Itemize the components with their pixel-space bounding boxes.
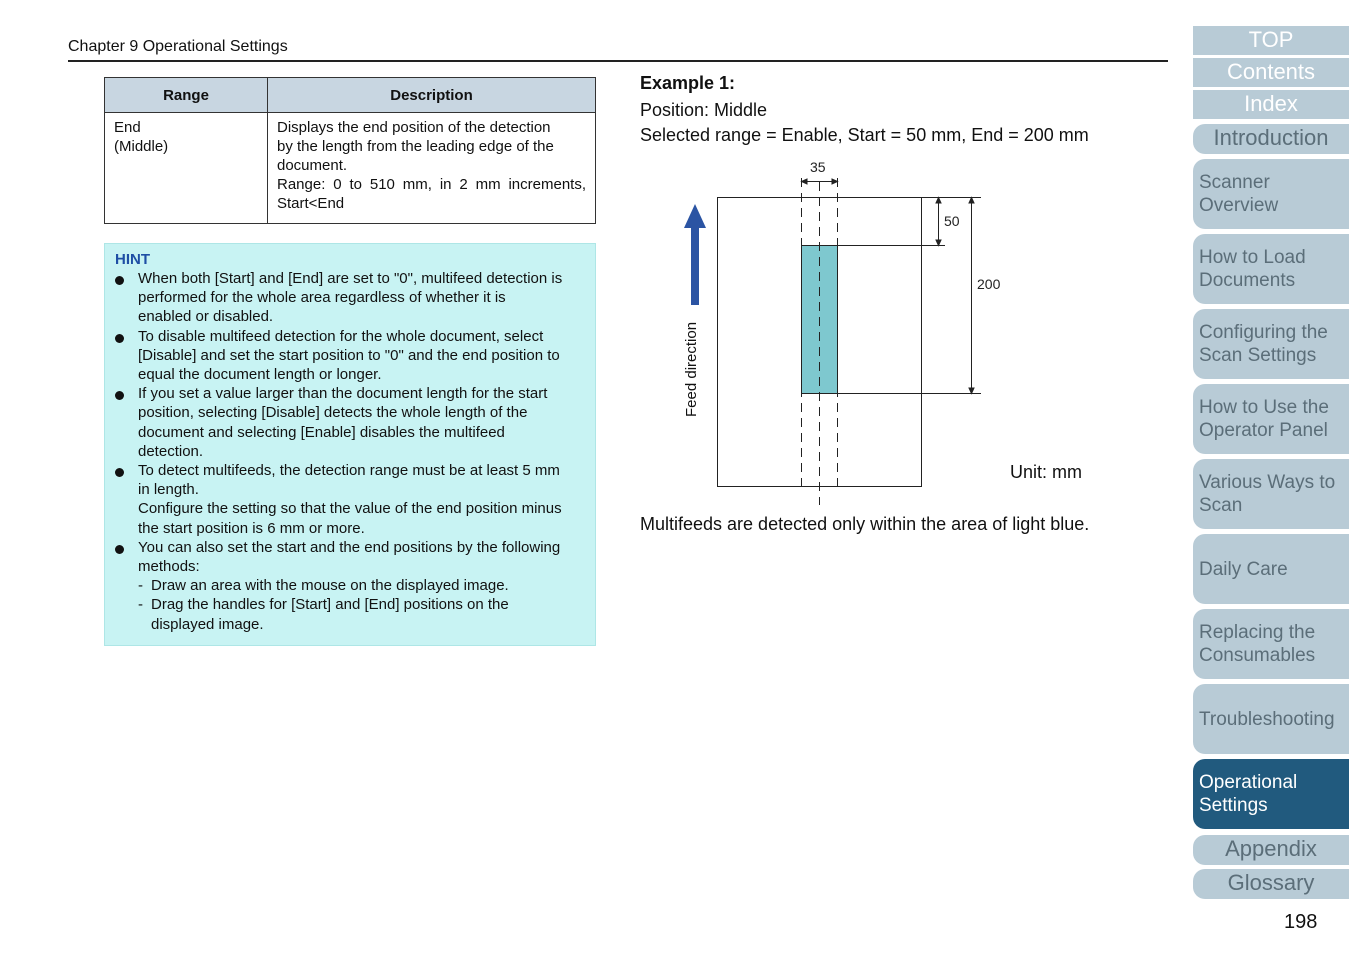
hint-line: You can also set the start and the end positions by the following <box>138 538 561 556</box>
hint-line: in length. <box>138 481 199 499</box>
range-line: End <box>114 119 141 136</box>
hint-subitem <box>138 595 585 633</box>
nav-label-line: Scanner <box>1199 172 1270 193</box>
end-dimension <box>969 198 974 394</box>
nav-label-line: Operator Panel <box>1199 420 1328 441</box>
bullet-icon <box>115 468 124 477</box>
detection-range-diagram <box>660 150 1000 510</box>
header-divider <box>68 60 1168 62</box>
feed-direction-arrow <box>684 204 706 305</box>
nav-label-line: Various Ways to <box>1199 472 1336 493</box>
hint-line: position, selecting [Disable] detects the whole length of the <box>138 404 528 422</box>
hint-title: HINT <box>115 251 150 268</box>
range-table <box>104 77 596 224</box>
bullet-icon <box>115 545 124 554</box>
hint-line: If you set a value larger than the document length for the start <box>138 385 548 403</box>
end-label: 200 <box>977 276 1000 292</box>
hint-line: performed for the whole area regardless of whether it is <box>138 289 506 307</box>
hint-box <box>104 243 596 646</box>
hint-line: document and selecting [Enable] disables the multifeed <box>138 423 505 441</box>
hint-list <box>115 269 585 634</box>
nav-label-line: Daily Care <box>1199 558 1288 580</box>
dimension-arrowhead <box>832 179 838 184</box>
hint-line: Draw an area with the mouse on the displayed image. <box>151 577 509 595</box>
nav-label-line: How to Load <box>1199 247 1306 268</box>
nav-introduction[interactable]: Introduction <box>1193 124 1349 154</box>
bullet-icon <box>115 334 124 343</box>
hint-line: Configure the setting so that the value of the end position minus <box>138 500 562 518</box>
chapter-title: Chapter 9 Operational Settings <box>68 38 288 55</box>
width-label: 35 <box>810 159 826 175</box>
start-dimension <box>936 198 941 246</box>
table-header-row <box>105 78 596 113</box>
nav-how-to-load[interactable] <box>1193 234 1349 304</box>
nav-troubleshooting[interactable] <box>1193 684 1349 754</box>
nav-scanner-overview[interactable] <box>1193 159 1349 229</box>
hint-item <box>115 384 585 461</box>
dash-marker: - <box>138 577 143 595</box>
bullet-icon <box>115 276 124 285</box>
diagram-caption: Multifeeds are detected only within the area of light blue. <box>640 514 1090 534</box>
hint-subitem <box>138 576 585 595</box>
range-column-header: Range <box>105 78 268 113</box>
hint-item <box>115 327 585 385</box>
nav-label-line: Scan Settings <box>1199 345 1317 366</box>
nav-label-line: Scan <box>1199 495 1243 516</box>
description-line: document. <box>277 157 348 174</box>
description-line: Displays the end position of the detection <box>277 119 551 136</box>
hint-line: enabled or disabled. <box>138 308 274 326</box>
arrow-shaft <box>691 226 699 305</box>
dimension-arrowhead <box>936 198 941 204</box>
arrow-head <box>684 204 706 228</box>
nav-label-line: Operational <box>1199 772 1298 793</box>
hint-item <box>115 538 585 634</box>
table-row <box>105 113 596 224</box>
nav-top-button[interactable]: TOP <box>1193 26 1349 55</box>
nav-index-button[interactable]: Index <box>1193 90 1349 119</box>
start-label: 50 <box>944 213 960 229</box>
description-line: by the length from the leading edge of the <box>277 138 554 155</box>
example-title: Example 1: <box>640 73 736 93</box>
unit-label: Unit: mm <box>1010 462 1082 482</box>
hint-line: methods: <box>138 558 200 576</box>
nav-label-line: Replacing the <box>1199 622 1316 643</box>
nav-operational-settings[interactable] <box>1193 759 1349 829</box>
hint-item <box>115 269 585 327</box>
hint-line: the start position is 6 mm or more. <box>138 519 365 537</box>
feed-direction-label: Feed direction <box>683 321 700 417</box>
nav-label-line: How to Use the <box>1199 397 1329 418</box>
range-line: (Middle) <box>114 138 169 155</box>
page-number: 198 <box>1284 911 1318 933</box>
description-column-header: Description <box>268 78 596 113</box>
hint-line: detection. <box>138 442 204 460</box>
example-range: Selected range = Enable, Start = 50 mm, End = 200 mm <box>640 125 1089 145</box>
nav-contents-button[interactable]: Contents <box>1193 58 1349 87</box>
nav-label-line: Settings <box>1199 795 1268 816</box>
nav-label-line: Consumables <box>1199 645 1316 666</box>
dimension-arrowhead <box>969 388 974 394</box>
example-position: Position: Middle <box>640 100 768 120</box>
nav-label-line: Troubleshooting <box>1199 708 1335 730</box>
dimension-arrowhead <box>936 240 941 246</box>
dimension-arrowhead <box>802 179 808 184</box>
nav-appendix[interactable]: Appendix <box>1193 835 1349 865</box>
bullet-icon <box>115 391 124 400</box>
range-cell <box>105 113 268 224</box>
nav-replacing[interactable] <box>1193 609 1349 679</box>
dimension-arrowhead <box>969 198 974 204</box>
hint-line: Drag the handles for [Start] and [End] positions on the <box>151 596 509 614</box>
hint-line: To detect multifeeds, the detection range must be at least 5 mm <box>138 462 560 480</box>
hint-line: [Disable] and set the start position to "0" and the end position to <box>138 346 560 364</box>
nav-daily-care[interactable] <box>1193 534 1349 604</box>
description-cell <box>268 113 596 224</box>
nav-various-ways[interactable] <box>1193 459 1349 529</box>
nav-label-line: Documents <box>1199 270 1296 291</box>
nav-glossary[interactable]: Glossary <box>1193 869 1349 899</box>
description-line: Range: 0 to 510 mm, in 2 mm increments, <box>277 176 586 193</box>
hint-line: When both [Start] and [End] are set to "0", multifeed detection is <box>138 270 563 287</box>
dash-marker: - <box>138 596 143 614</box>
description-line: Start<End <box>277 195 345 212</box>
hint-item <box>115 461 585 538</box>
hint-line: displayed image. <box>151 615 264 633</box>
hint-line: To disable multifeed detection for the whole document, select <box>138 327 544 345</box>
nav-configuring[interactable] <box>1193 309 1349 379</box>
nav-label-line: Configuring the <box>1199 322 1328 343</box>
nav-operator-panel[interactable] <box>1193 384 1349 454</box>
nav-label-line: Overview <box>1199 195 1279 216</box>
hint-line: equal the document length or longer. <box>138 366 382 384</box>
